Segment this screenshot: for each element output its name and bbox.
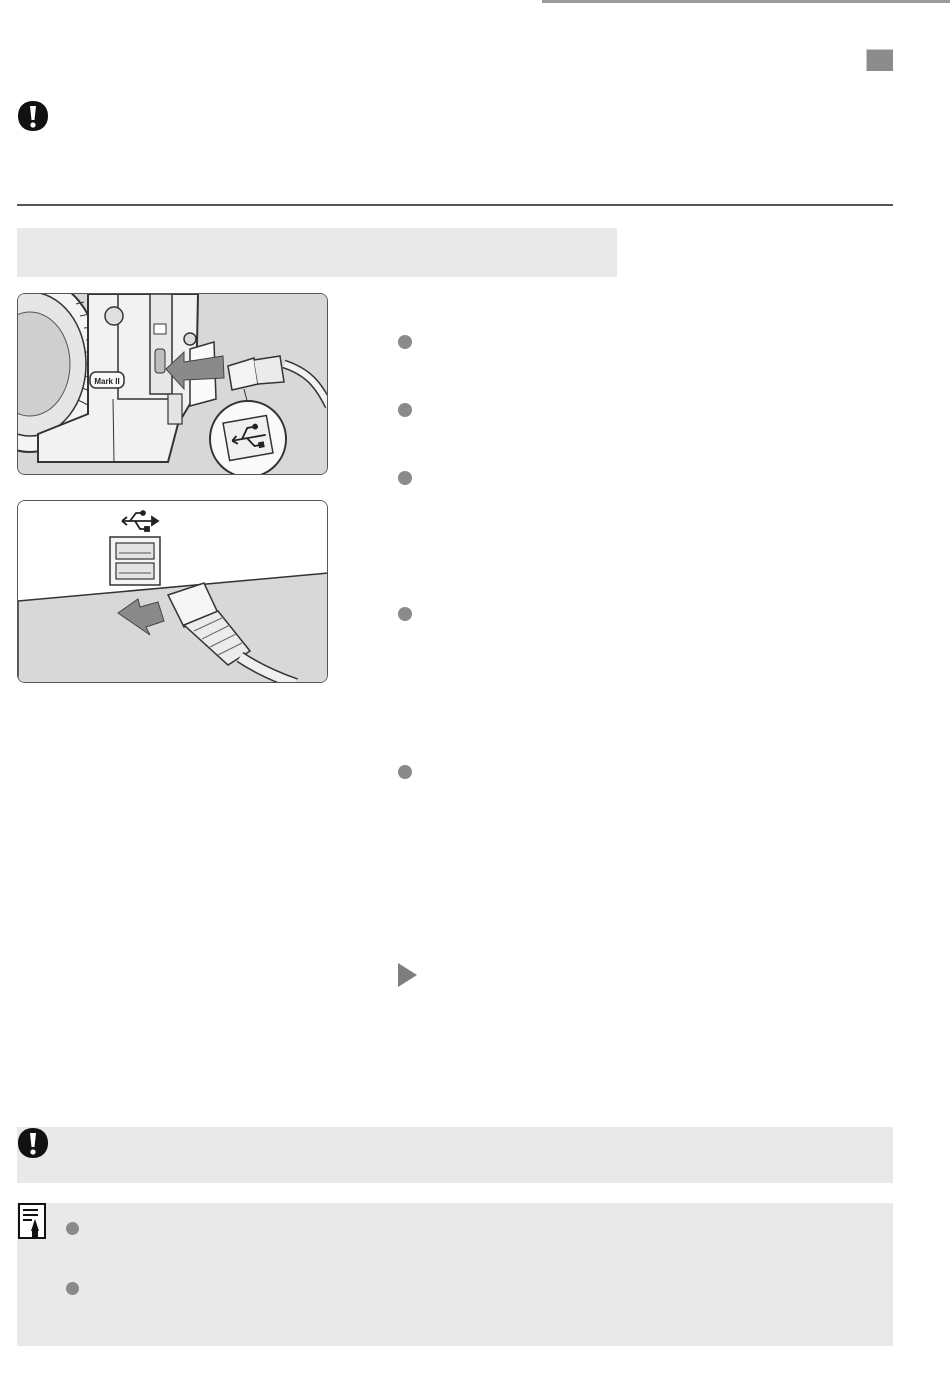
- memo-note-icon: [18, 1203, 46, 1239]
- caution-icon: [17, 100, 49, 132]
- caution-band: [17, 1127, 893, 1183]
- section-divider: [17, 204, 893, 206]
- step-bullet: [398, 765, 412, 779]
- caution-icon: [17, 1127, 49, 1159]
- heading-band: [17, 228, 617, 277]
- note-bullet: [66, 1282, 79, 1295]
- step-bullet: [398, 471, 412, 485]
- camera-model-badge: Mark II: [94, 377, 120, 386]
- note-band: [17, 1203, 893, 1346]
- result-arrow-marker: [398, 963, 417, 987]
- figure-camera-usb-port: [17, 293, 328, 475]
- figure-computer-usb-port: [17, 500, 328, 683]
- note-bullet: [66, 1222, 79, 1235]
- step-bullet: [398, 335, 412, 349]
- step-bullet: [398, 607, 412, 621]
- section-tab-marker: [866, 49, 893, 71]
- step-bullet: [398, 403, 412, 417]
- top-edge-rule: [542, 0, 950, 3]
